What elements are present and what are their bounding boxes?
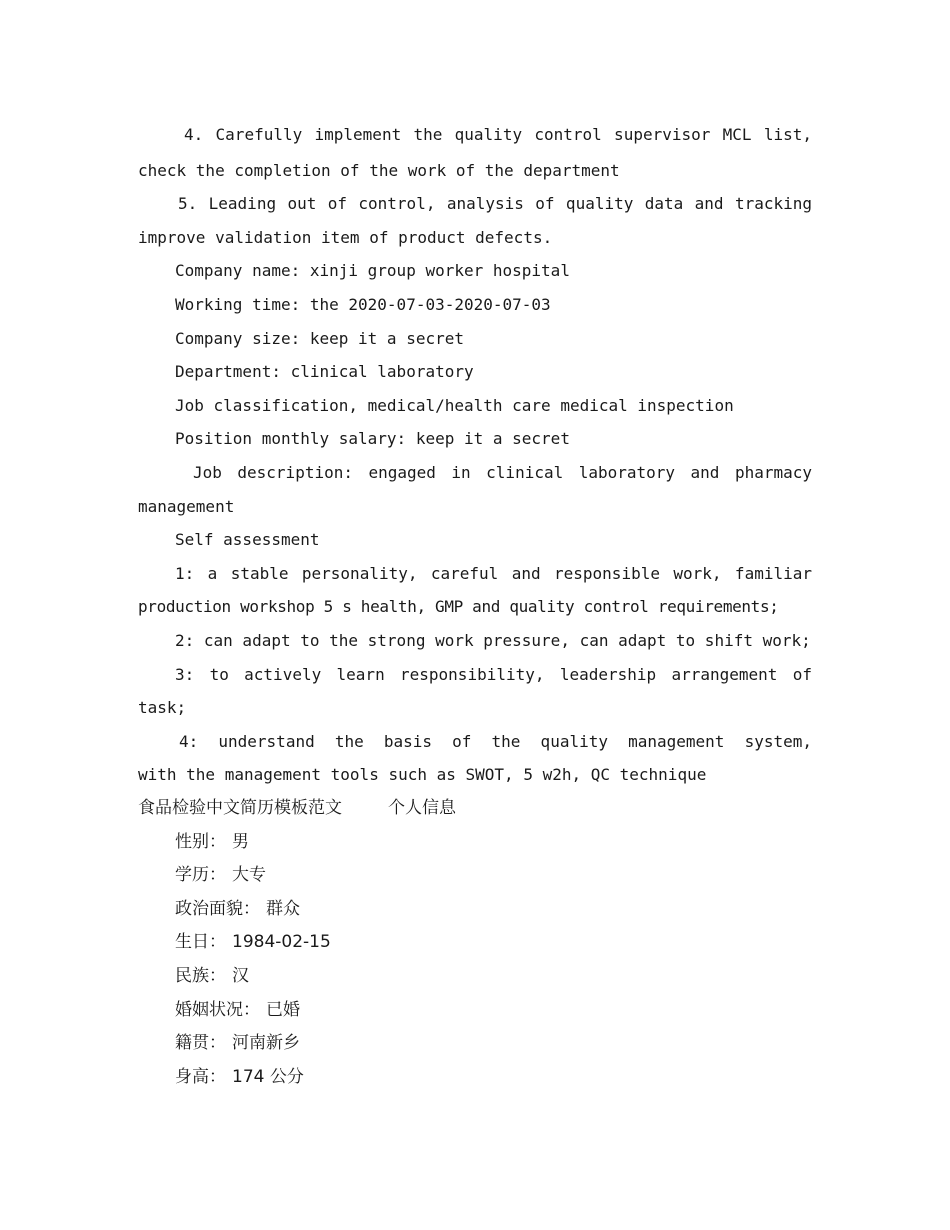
info-row-height [138, 1061, 812, 1095]
working-time: Working time: the 2020-07-03-2020-07-03 [175, 295, 551, 315]
info-label: 性别： [175, 831, 226, 852]
assessment-line: 1: a stable personality, careful and responsible work, familiar [175, 563, 812, 583]
info-value: 群众 [266, 898, 300, 919]
assessment-line: 4: understand the basis of the quality management system, [179, 731, 812, 751]
info-row-hometown [138, 1027, 812, 1061]
job-description-line: management [138, 496, 235, 516]
cn-section-title: 个人信息 [388, 797, 456, 818]
info-row-gender [138, 826, 812, 860]
info-value: 大专 [232, 865, 266, 886]
cn-document-title: 食品检验中文简历模板范文 [138, 797, 342, 818]
info-value: 1984-02-15 [232, 932, 331, 953]
assessment-line: 2: can adapt to the strong work pressure, can adapt to shift work; [175, 631, 811, 650]
paragraph-line: 4. Carefully implement the quality control supervisor MCL list, [184, 125, 812, 144]
section-heading: Self assessment [175, 530, 320, 550]
info-value: 男 [232, 831, 249, 852]
info-value: 174 公分 [232, 1066, 304, 1087]
document-body [138, 117, 812, 1094]
assessment-line: with the management tools such as SWOT, 5 w2h, QC technique [138, 765, 707, 785]
company-size: Company size: keep it a secret [175, 328, 464, 348]
monthly-salary: Position monthly salary: keep it a secret [175, 429, 570, 449]
info-value: 已婚 [266, 999, 300, 1020]
info-label: 身高： [175, 1066, 226, 1087]
info-value: 汉 [232, 965, 249, 986]
info-row-political [138, 893, 812, 927]
paragraph-line: check the completion of the work of the department [138, 160, 620, 180]
cn-title-row [138, 792, 812, 826]
info-label: 生日： [175, 932, 226, 953]
info-row-marital [138, 994, 812, 1028]
job-description-line: Job description: engaged in clinical laboratory and pharmacy [193, 463, 812, 483]
info-label: 政治面貌： [175, 898, 260, 919]
info-row-education [138, 859, 812, 893]
info-row-ethnicity [138, 960, 812, 994]
department: Department: clinical laboratory [175, 362, 474, 382]
assessment-line: 3: to actively learn responsibility, leadership arrangement of [175, 664, 812, 684]
info-label: 学历： [175, 865, 226, 886]
info-label: 民族： [175, 965, 226, 986]
assessment-line: task; [138, 698, 187, 718]
paragraph-line: improve validation item of product defects. [138, 227, 553, 247]
info-value: 河南新乡 [232, 1033, 300, 1054]
paragraph-line: 5. Leading out of control, analysis of quality data and tracking [178, 194, 812, 214]
company-name: Company name: xinji group worker hospital [175, 261, 570, 281]
assessment-line: production workshop 5 s health, GMP and quality control requirements; [138, 597, 779, 617]
info-label: 籍贯： [175, 1033, 226, 1054]
info-row-birthday [138, 926, 812, 960]
job-classification: Job classification, medical/health care medical inspection [175, 395, 734, 415]
info-label: 婚姻状况： [175, 999, 260, 1020]
